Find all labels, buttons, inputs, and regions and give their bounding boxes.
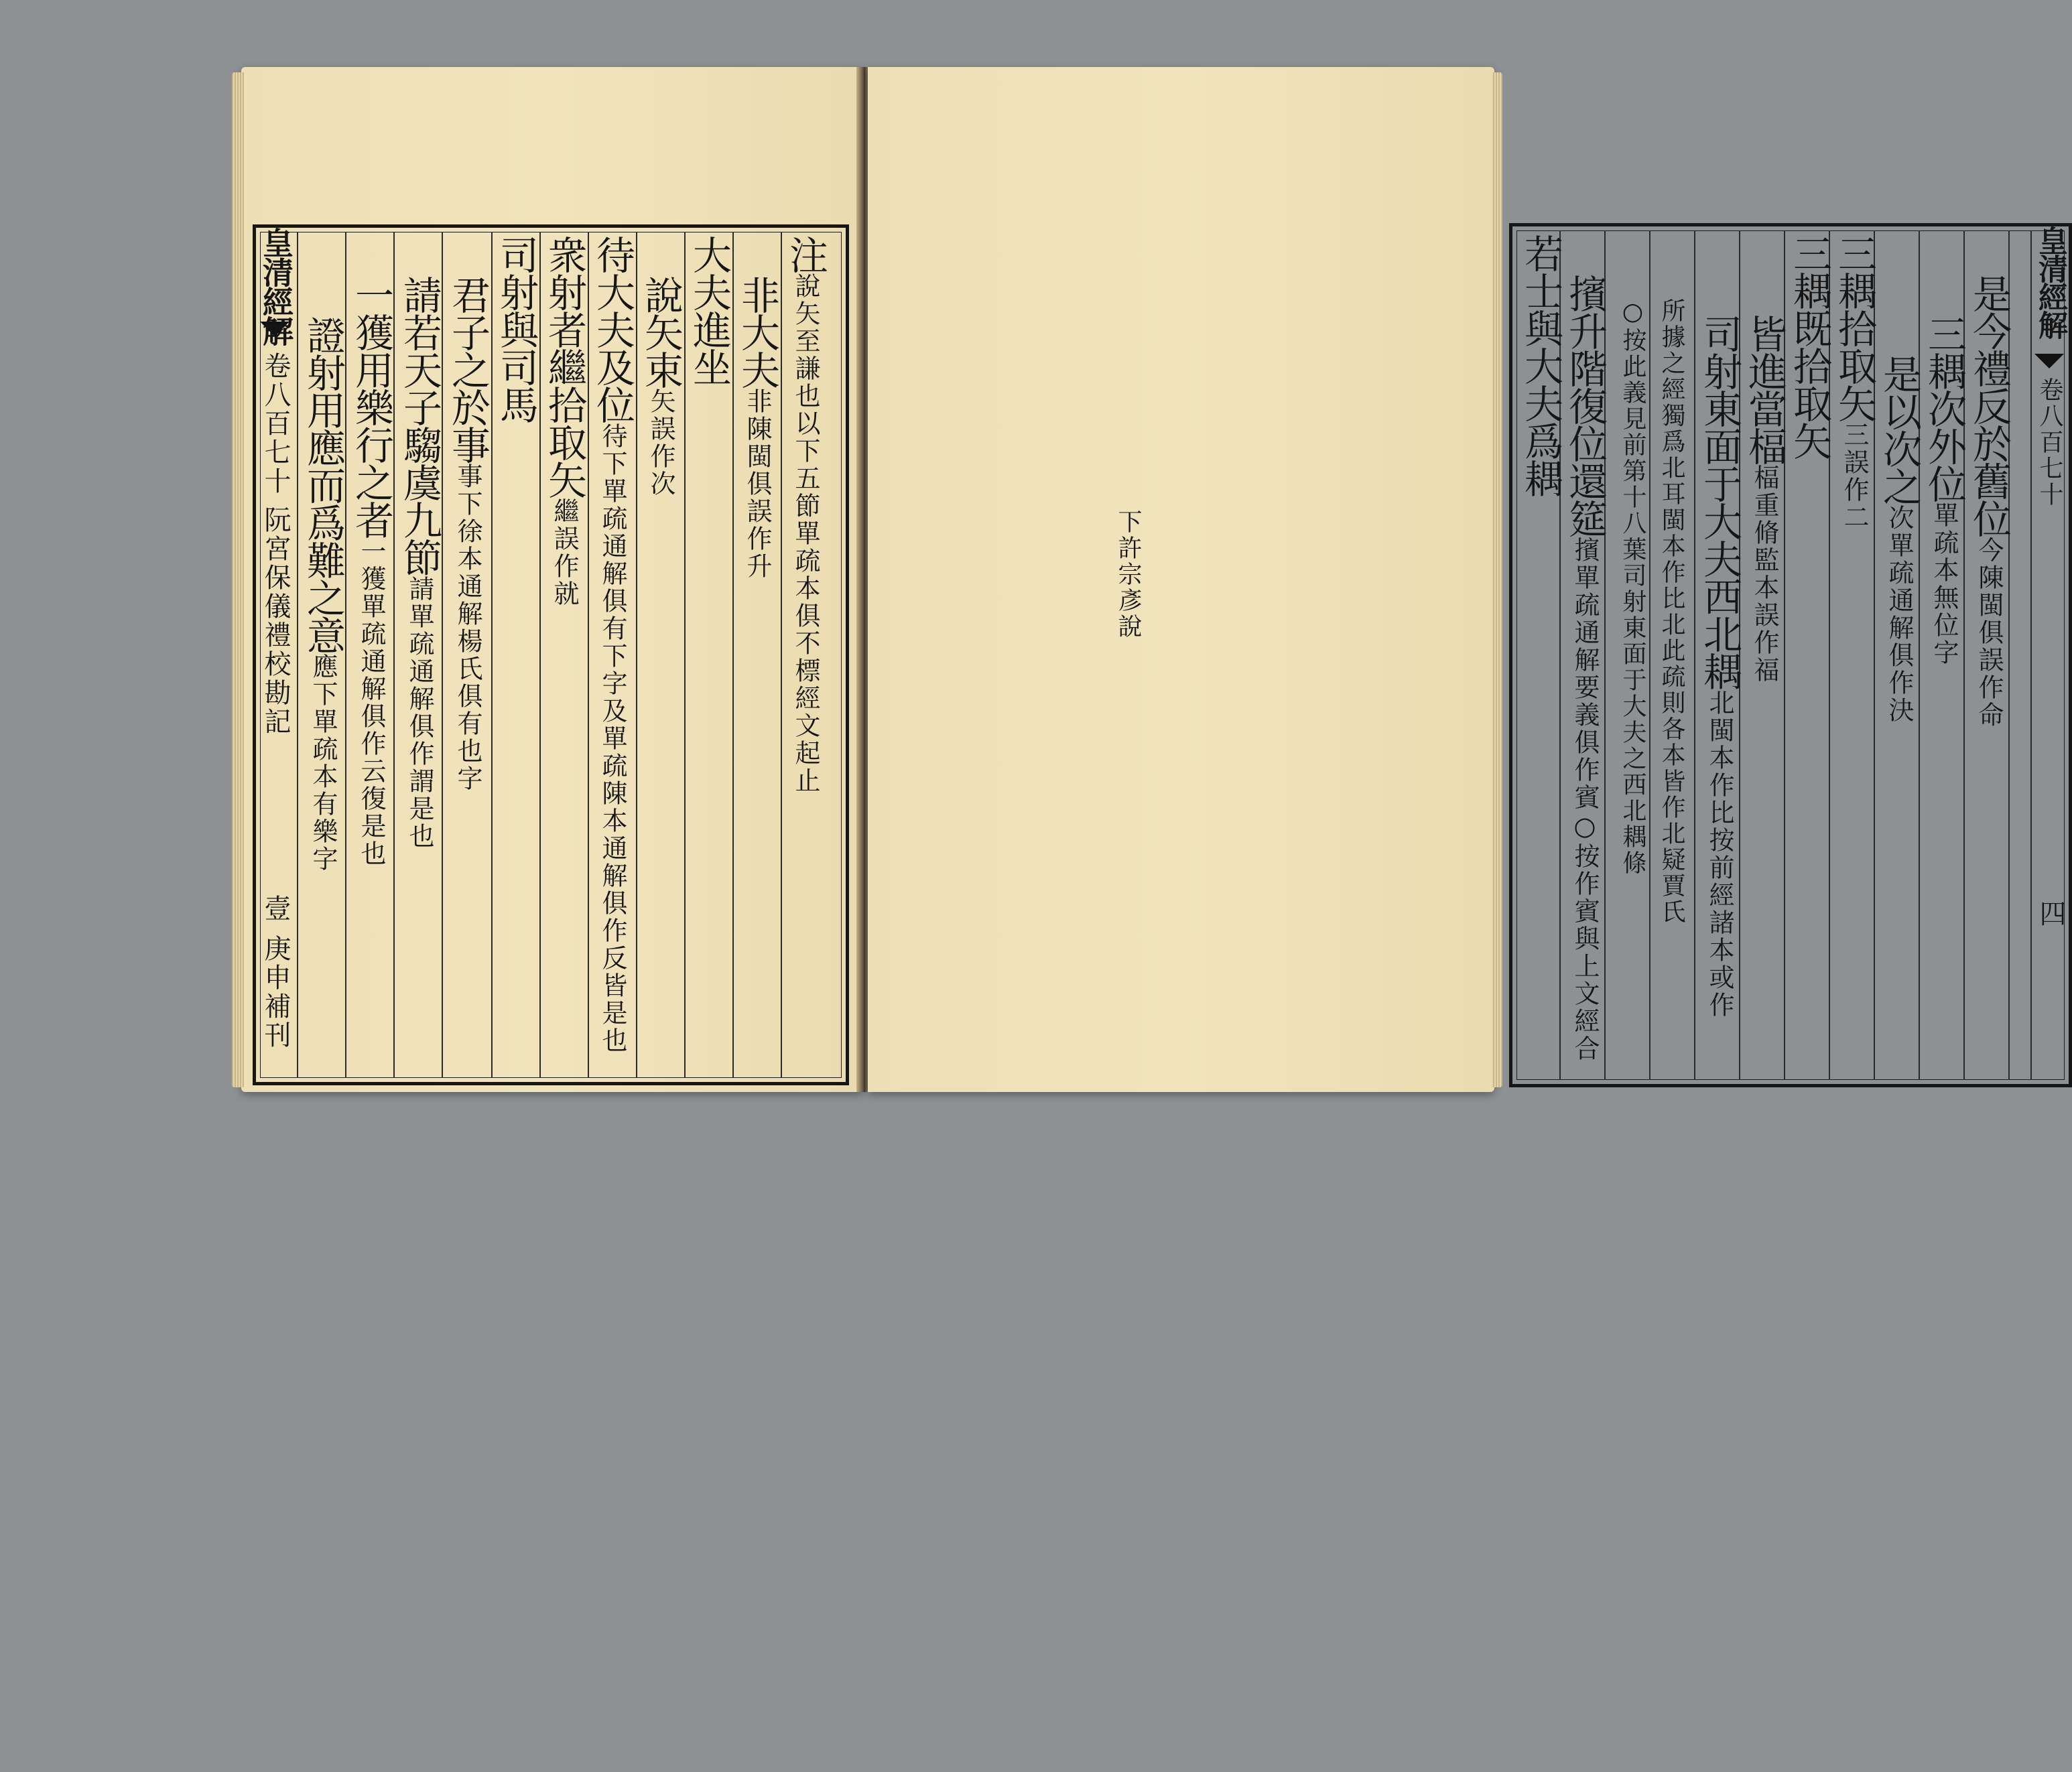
text-column: 司射東面于大夫西北耦北閩本作比按前經諸本或作 [1697,314,1742,1019]
left-print-frame [253,224,849,1085]
left-page [241,67,863,1092]
text-column: 說矢束矢誤作次 [638,275,684,498]
text-column: 一獲用樂行之者一獲單疏通解俱作云復是也 [348,275,394,868]
page-edges-left [232,72,244,1087]
text-column: 請若天子騶虞九節請單疏通解俱作謂是也 [397,275,442,850]
margin-title: 皇清經解 [2033,226,2067,338]
margin-page-number: 壹 [260,894,291,923]
fishtail-mark [2034,354,2064,368]
text-column: ○按此義見前第十八葉司射東面于大夫之西北耦條 [1619,298,1646,876]
text-column: 三耦拾取矢三誤作二 [1831,234,1877,531]
text-column: 若士與大夫爲耦 [1518,234,1563,496]
text-column: 是以次之次單疏通解俱作決 [1876,354,1922,724]
margin-book-title: 阮宮保儀禮校勘記 [260,506,291,736]
text-column: 擯升階復位還筵擯單疏通解要義俱作賓○按作賓與上文經合 [1562,274,1608,1063]
right-print-frame [1509,223,2072,1087]
open-book [241,67,2067,1092]
margin-volume: 卷八百七十 [2036,377,2063,508]
page-edges-right [1492,72,1502,1087]
text-column: 所據之經獨爲北耳閩本作比北此疏則各本皆作北疑賈氏 [1658,298,1685,925]
text-column-continued: 下許宗彥說 [1114,509,1142,640]
text-column: 三耦次外位單疏本無位字 [1921,314,1967,667]
text-column: 大夫進坐 [686,235,732,385]
margin-edition: 庚申補刊 [260,935,291,1050]
text-column: 注說矢至謙也以下五節單疏本俱不標經文起止 [783,235,828,795]
right-page [868,67,2067,1092]
text-column: 君子之於事事下徐本通解楊氏俱有也字 [445,275,491,793]
text-column: 證射用應而爲難之意應下單疏本有樂字 [300,316,346,873]
text-column: 非大夫非陳閩俱誤作升 [734,275,780,580]
text-column: 司射與司馬 [493,235,539,423]
text-column: 三耦既拾取矢 [1787,234,1832,459]
margin-page-number: 四 [2035,900,2066,929]
text-column: 是今禮反於舊位今陳閩俱誤作命 [1966,274,2012,729]
text-column: 皆進當楅楅重脩監本誤作福 [1742,314,1787,684]
text-column: 待大夫及位待下單疏通解俱有下字及單疏陳本通解俱作反皆是也 [590,235,635,1054]
text-column: 衆射者繼拾取矢繼誤作就 [541,235,587,608]
margin-volume: 卷八百七十 [260,352,291,496]
margin-title: 皇清經解 [258,227,294,345]
